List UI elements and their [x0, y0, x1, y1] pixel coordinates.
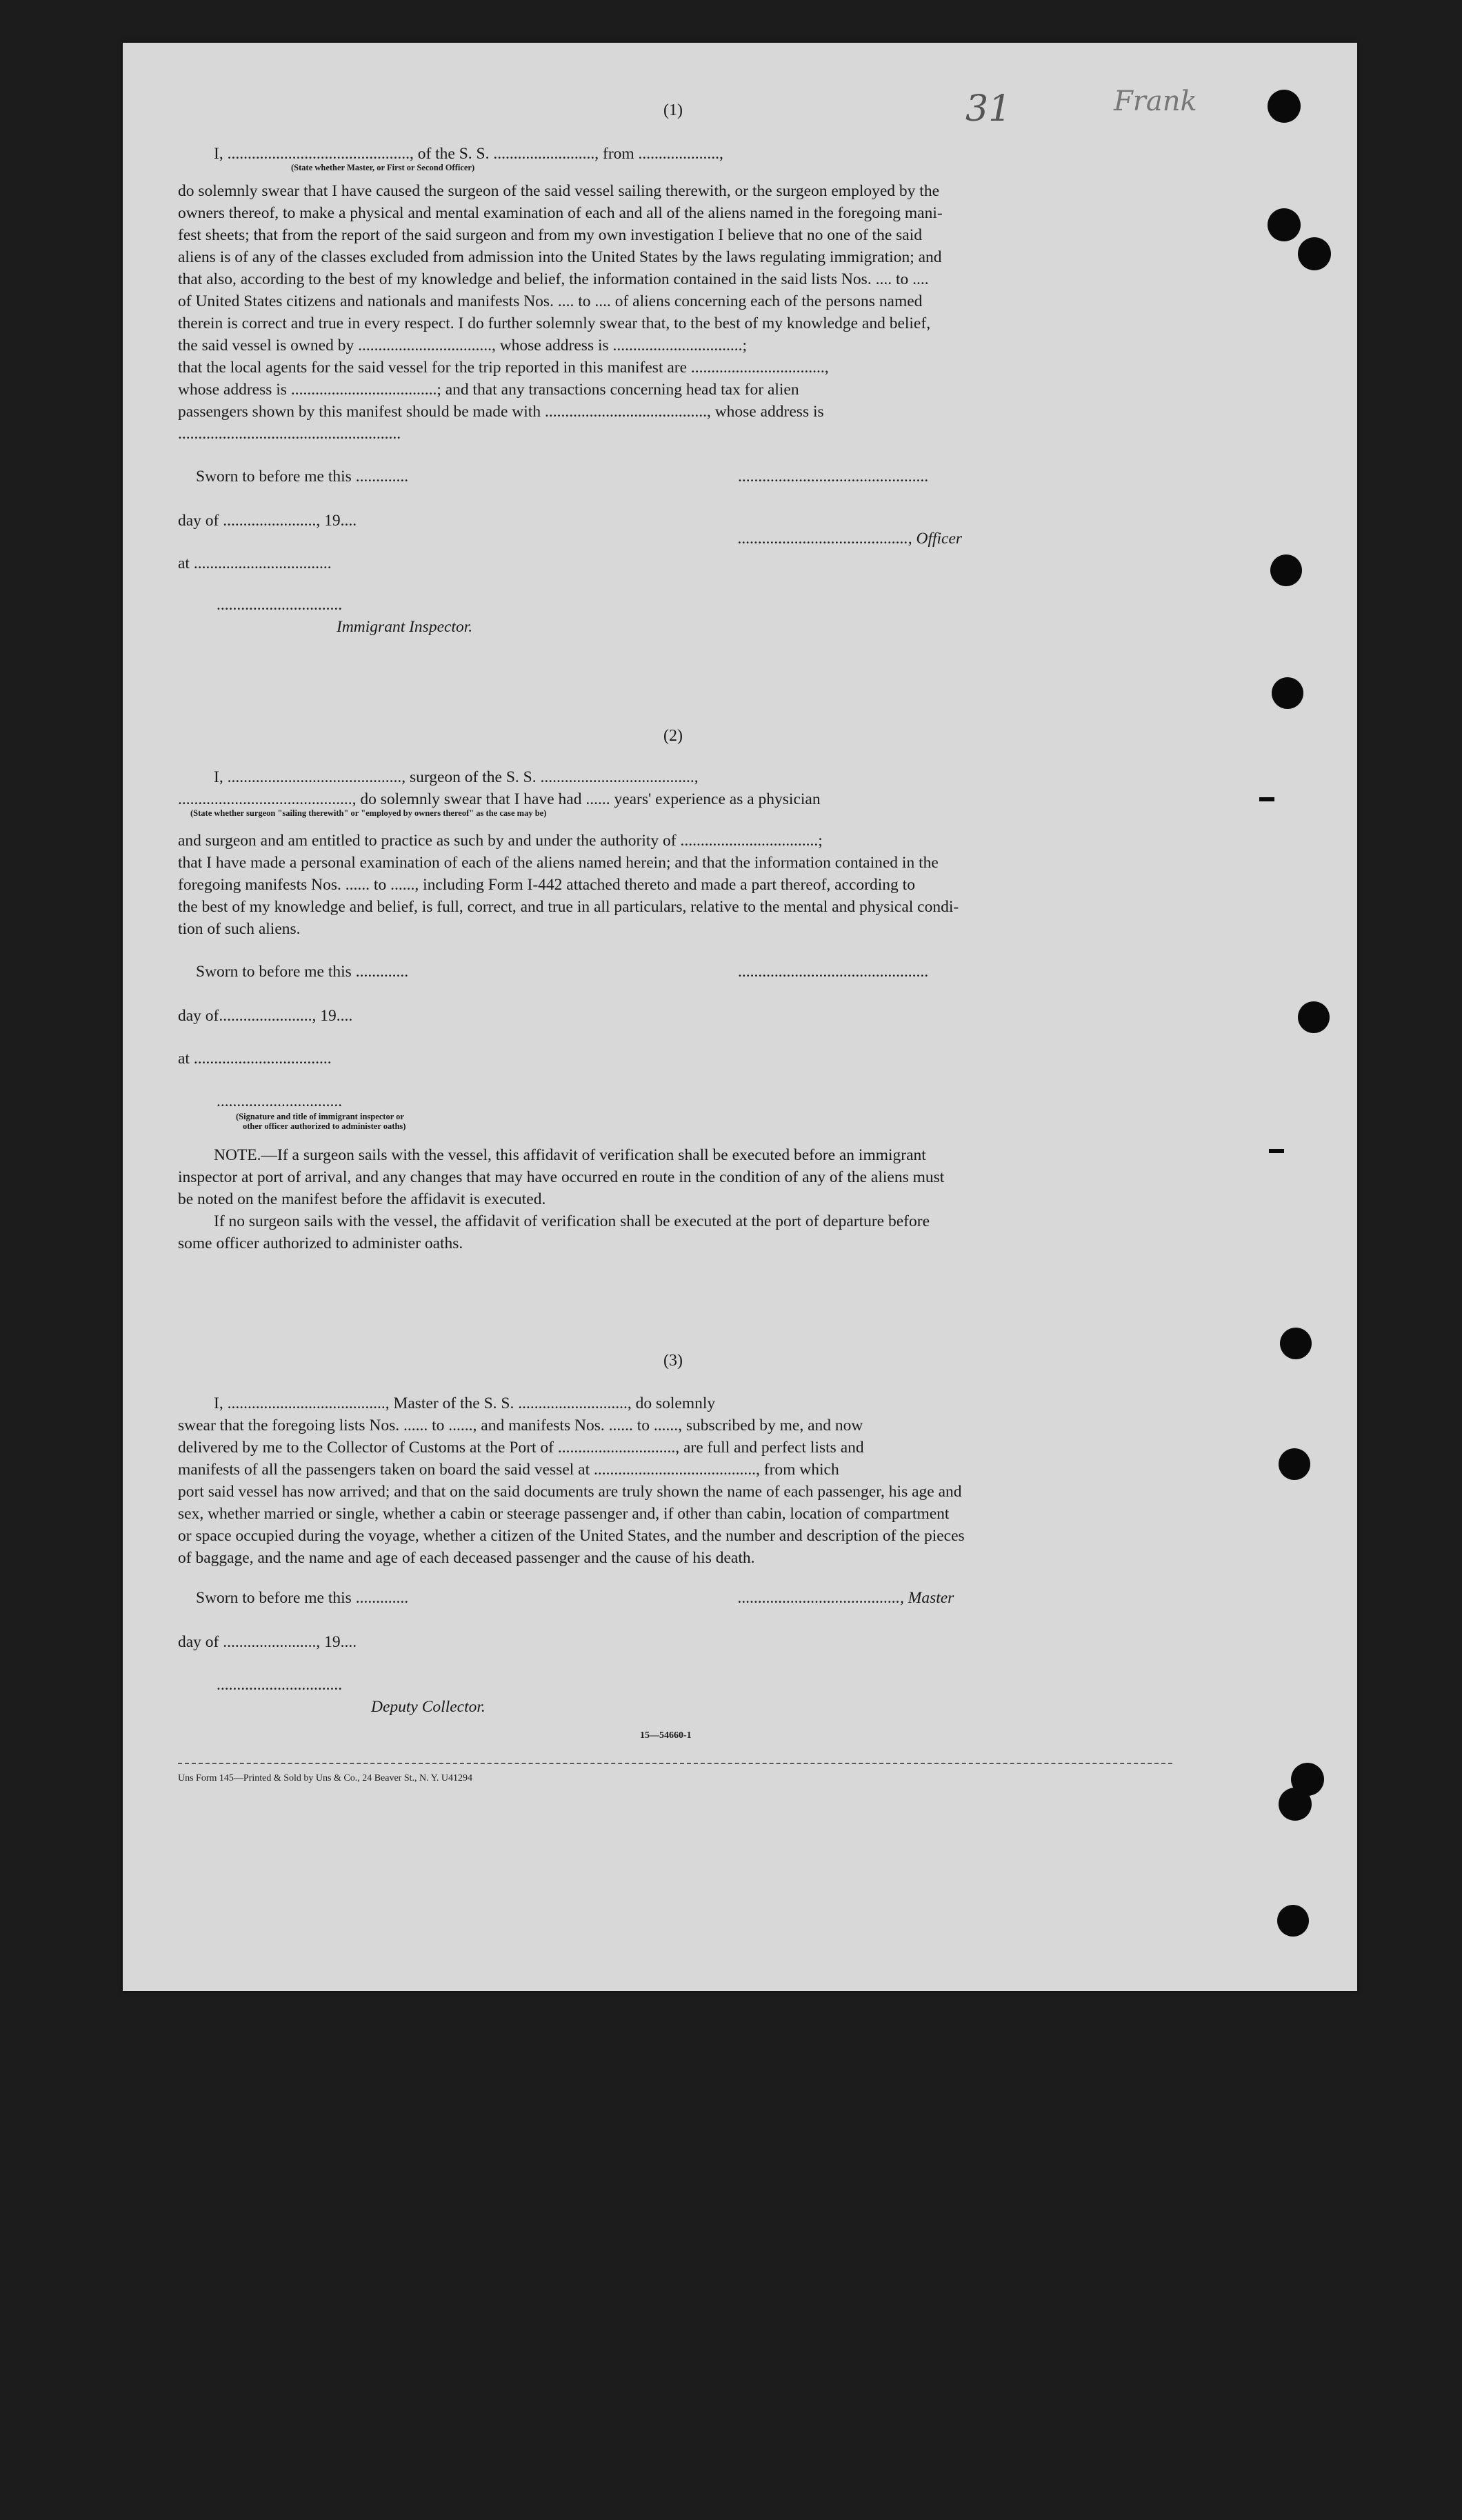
section-1-inspector-dots: ............................... [217, 596, 343, 614]
section-2-day: day of......................., 19.... [178, 1007, 353, 1025]
handwritten-note: Frank [1114, 86, 1197, 117]
section-2-line: ..........................................., do solemnly swear that I have had ...... years' experience as a physician [178, 790, 821, 808]
section-3-day: day of ......................., 19.... [178, 1633, 357, 1651]
edge-mark [1259, 797, 1274, 801]
section-2-sworn: Sworn to before me this ............. [196, 963, 409, 981]
section-1-small-note: (State whether Master, or First or Second Officer) [291, 163, 475, 172]
section-1-officer-line: .........................................., Officer [738, 530, 963, 548]
section-1-line: aliens is of any of the classes excluded from admission into the United States by the laws regulating immigration; and [178, 248, 942, 266]
section-1-line: fest sheets; that from the report of the said surgeon and from my own investigation I believe that no one of the said [178, 226, 922, 244]
section-1-line: whose address is ....................................; and that any transactions concerning head tax for alien [178, 381, 799, 399]
section-2-line: tion of such aliens. [178, 920, 301, 938]
punch-hole [1272, 677, 1303, 709]
punch-hole [1268, 208, 1301, 241]
note-line: inspector at port of arrival, and any changes that may have occurred en route in the condition of any of the aliens must [178, 1168, 945, 1186]
section-1-line: that the local agents for the said vessel for the trip reported in this manifest are ................................., [178, 359, 829, 377]
section-2-signature-note: other officer authorized to administer oaths) [243, 1121, 406, 1131]
section-2-line: that I have made a personal examination of each of the aliens named herein; and that the information contained in the [178, 854, 939, 872]
punch-hole [1279, 1448, 1310, 1480]
note-line: NOTE.—If a surgeon sails with the vessel, this affidavit of verification shall be executed before an immigrant [214, 1146, 926, 1164]
section-1-line: therein is correct and true in every respect. I do further solemnly swear that, to the best of my knowledge and belief, [178, 314, 931, 332]
footer-rule [178, 1763, 1172, 1764]
section-3-line: manifests of all the passengers taken on board the said vessel at ........................................, from which [178, 1461, 839, 1479]
section-2-signature-dots: ............................... [217, 1092, 343, 1110]
note-line: If no surgeon sails with the vessel, the affidavit of verification shall be executed at the port of departure before [214, 1212, 930, 1230]
section-1-sworn: Sworn to before me this ............. [196, 468, 409, 486]
section-3-heading: (3) [663, 1352, 683, 1370]
section-1-inspector-title: Immigrant Inspector. [337, 618, 473, 636]
note-line: be noted on the manifest before the affidavit is executed. [178, 1190, 546, 1208]
section-2-signature-note: (Signature and title of immigrant inspector or [236, 1112, 404, 1121]
section-3-line: sex, whether married or single, whether a cabin or steerage passenger and, if other than cabin, location of compartment [178, 1505, 950, 1523]
section-2-at: at .................................. [178, 1050, 332, 1068]
punch-hole [1298, 1001, 1330, 1033]
section-2-line: and surgeon and am entitled to practice as such by and under the authority of ..................................; [178, 832, 823, 850]
section-3-collector-title: Deputy Collector. [371, 1698, 485, 1716]
section-2-line: the best of my knowledge and belief, is full, correct, and true in all particulars, relative to the mental and physical condi- [178, 898, 959, 916]
printer-credit: Uns Form 145—Printed & Sold by Uns & Co., 24 Beaver St., N. Y. U41294 [178, 1773, 473, 1783]
edge-mark [1269, 1149, 1284, 1153]
punch-hole [1270, 554, 1302, 586]
section-2-line: I, ..........................................., surgeon of the S. S. ......................................, [214, 768, 699, 786]
punch-hole [1277, 1905, 1309, 1937]
punch-hole [1280, 1328, 1312, 1359]
section-1-line: the said vessel is owned by ................................., whose address is ................................; [178, 337, 748, 354]
section-3-collector-dots: ............................... [217, 1676, 343, 1694]
section-1-line: owners thereof, to make a physical and mental examination of each and all of the aliens named in the foregoing mani- [178, 204, 943, 222]
section-3-master-line: ........................................, Master [738, 1589, 954, 1607]
punch-hole [1279, 1788, 1312, 1821]
section-1-line: of United States citizens and nationals and manifests Nos. .... to .... of aliens concerning each of the persons named [178, 292, 923, 310]
section-3-line: I, ......................................., Master of the S. S. ..........................., do solemnly [214, 1394, 716, 1412]
punch-hole [1298, 237, 1331, 270]
section-3-line: of baggage, and the name and age of each deceased passenger and the cause of his death. [178, 1549, 755, 1567]
section-1-at: at .................................. [178, 554, 332, 572]
section-1-line: do solemnly swear that I have caused the surgeon of the said vessel sailing therewith, or the surgeon employed by the [178, 182, 940, 200]
section-3-line: delivered by me to the Collector of Customs at the Port of ............................., are full and perfect lists and [178, 1439, 864, 1457]
section-1-line: passengers shown by this manifest should be made with ........................................, whose address is [178, 403, 824, 421]
section-2-heading: (2) [663, 727, 683, 745]
section-3-line: port said vessel has now arrived; and that on the said documents are truly shown the name of each passenger, his age and [178, 1483, 962, 1501]
handwritten-page-number: 31 [965, 88, 1012, 130]
note-line: some officer authorized to administer oaths. [178, 1234, 463, 1252]
section-1-line: that also, according to the best of my knowledge and belief, the information contained in the said lists Nos. .... to .... [178, 270, 929, 288]
section-1-day: day of ......................., 19.... [178, 512, 357, 530]
section-1-line: I, ............................................., of the S. S. ........................., from ...................., [214, 145, 723, 163]
punch-hole [1268, 90, 1301, 123]
section-2-line: foregoing manifests Nos. ...... to ......, including Form I-442 attached thereto and made a part thereof, according to [178, 876, 915, 894]
section-1-heading: (1) [663, 101, 683, 119]
section-1-signature-line: ............................................... [738, 468, 929, 486]
section-2-signature-line: ............................................... [738, 963, 929, 981]
section-3-line: swear that the foregoing lists Nos. ...... to ......, and manifests Nos. ...... to ......, subscribed by me, and now [178, 1417, 863, 1434]
section-3-line: or space occupied during the voyage, whether a citizen of the United States, and the number and description of the pieces [178, 1527, 965, 1545]
section-1-line: ....................................................... [178, 425, 401, 443]
section-3-sworn: Sworn to before me this ............. [196, 1589, 409, 1607]
form-number: 15—54660-1 [640, 1730, 692, 1741]
section-2-small-note: (State whether surgeon "sailing therewith" or "employed by owners thereof" as the case may be) [190, 808, 547, 818]
